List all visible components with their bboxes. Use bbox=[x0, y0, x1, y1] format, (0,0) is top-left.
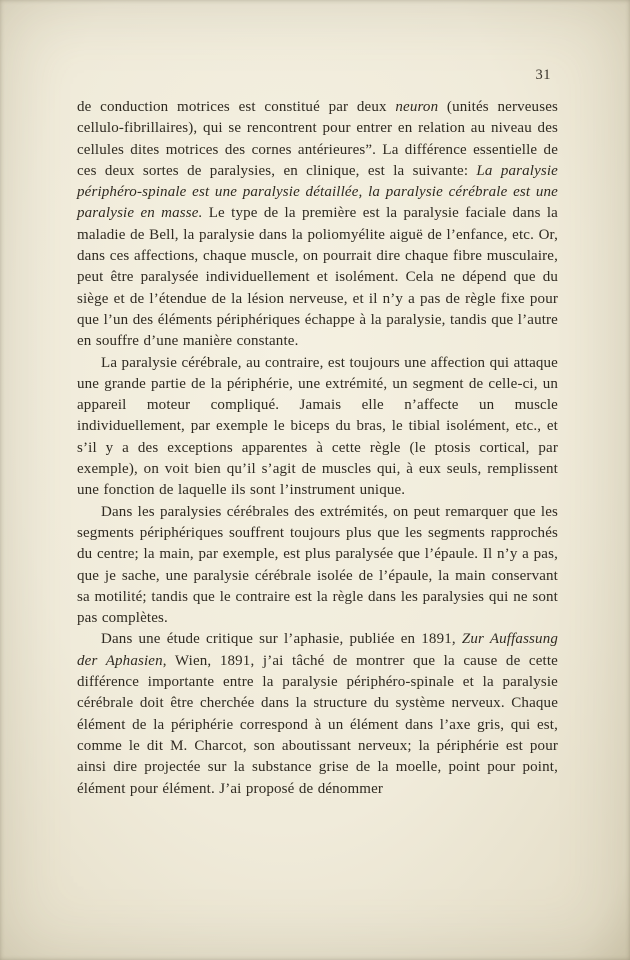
page-text bbox=[77, 97, 558, 800]
paragraph bbox=[77, 502, 558, 630]
page-number: 31 bbox=[535, 67, 551, 83]
body-text: de conduction motrices est constitué par deux bbox=[77, 99, 396, 115]
paragraph bbox=[77, 629, 558, 799]
paragraph bbox=[77, 97, 558, 353]
body-text: (unités nerveuses cellulo-fibrillaires), qui se rencontrent pour entrer en relation au niveau des cellules dites motrices des cornes antérieures”. La différence essentielle de ces deux sortes de paralysies, en clinique, est la suivante: bbox=[77, 99, 558, 179]
italic-text: Zur Auffassung der Aphasien bbox=[77, 631, 558, 669]
body-text: , Wien, 1891, j’ai tâché de montrer que la cause de cette différence importante entre la paralysie périphéro-spinale et la paralysie cérébrale doit être cherchée dans la structure du système nerveux. Chaque élément de la périphérie correspond à un élément dans l’axe gris, qui est, comme le dit M. Charcot, son aboutissant nerveux; la périphérie est pour ainsi dire projectée sur la substance grise de la moelle, point pour point, élément pour élément. J’ai proposé de dénommer bbox=[77, 652, 558, 797]
body-text: La paralysie cérébrale, au contraire, est toujours une affection qui attaque une grande partie de la périphérie, une extrémité, un segment de celle-ci, un appareil moteur compliqué. Jamais elle n’affecte un muscle individuellement, par exemple le biceps du bras, le tibial isolément, etc., et s’il y a des exceptions apparentes à cette règle (le ptosis cortical, par exemple), on voit bien qu’il s’agit de muscles qui, à eux seuls, remplissent une fonction de laquelle ils sont l’instrument unique. bbox=[77, 354, 558, 499]
body-text: Dans les paralysies cérébrales des extrémités, on peut remarquer que les segments périphériques souffrent toujours plus que les segments rapprochés du centre; la main, par exemple, est plus paralysée que l’épaule. Il n’y a pas, que je sache, une paralysie cérébrale isolée de l’épaule, la main conservant sa motilité; tandis que le contraire est la règle dans les paralysies qui ne sont pas complètes. bbox=[77, 503, 558, 627]
italic-text: neuron bbox=[395, 99, 439, 115]
paragraph bbox=[77, 353, 558, 502]
italic-text: La paralysie périphéro-spinale est une paralysie détaillée, la paralysie cérébrale est une paralysie en masse. bbox=[77, 162, 558, 222]
body-text: Dans une étude critique sur l’aphasie, publiée en 1891, bbox=[101, 631, 462, 648]
body-text: Le type de la première est la paralysie faciale dans la maladie de Bell, la paralysie dans la poliomyélite aiguë de l’enfance, etc. Or, dans ces affections, chaque muscle, on pourrait dire chaque fibre musculaire, peut être paralysée individuellement et isolément. Cela ne dépend que du siège et de l’étendue de la lésion nerveuse, et il n’y a pas de règle fixe pour que l’un des éléments périphériques échappe à la paralysie, tandis que l’autre en souffre d’une manière constante. bbox=[77, 205, 558, 350]
